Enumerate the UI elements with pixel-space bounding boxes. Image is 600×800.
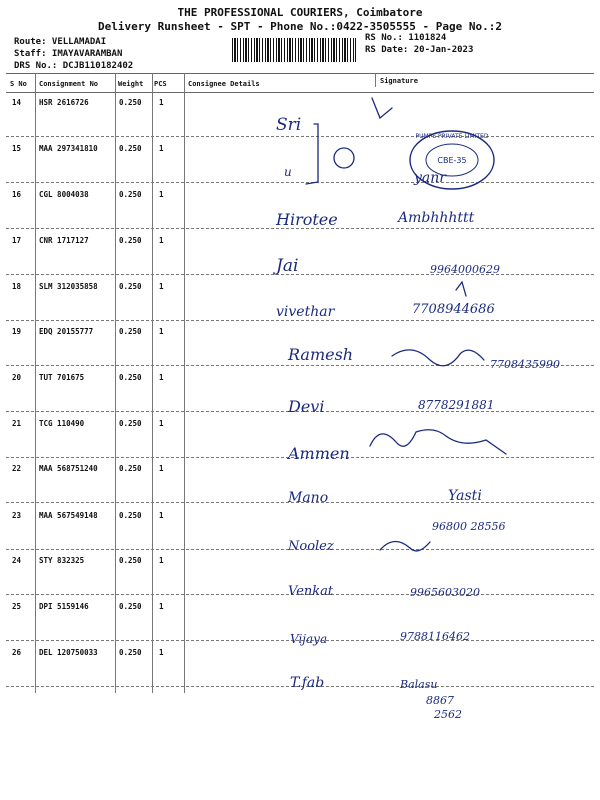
row-weight: 0.250 xyxy=(119,190,142,199)
col-header-consignee: Consignee Details xyxy=(188,80,260,88)
handwritten-name: Mano xyxy=(288,490,329,506)
handwritten-sig: yanr xyxy=(414,170,446,186)
row-consignment-no: MAA 568751240 xyxy=(39,464,98,473)
route-label: Route: VELLAMADAI xyxy=(14,37,107,47)
row-consignment-no: DEL 120750033 xyxy=(39,648,98,657)
row-pcs: 1 xyxy=(159,602,164,611)
row-weight: 0.250 xyxy=(119,464,142,473)
handwritten-name: Jai xyxy=(276,256,299,276)
handwritten-phone: 8778291881 xyxy=(418,398,495,412)
col-header-weight: Weight xyxy=(118,80,144,88)
row-pcs: 1 xyxy=(159,464,164,473)
barcode xyxy=(232,38,356,62)
handwritten-name: Vijaya xyxy=(290,632,328,646)
row-sno: 15 xyxy=(12,144,22,153)
handwritten-phone: 96800 28556 xyxy=(432,520,506,533)
handwritten-phone: 9965603020 xyxy=(410,586,480,599)
row-consignment-no: EDQ 20155777 xyxy=(39,327,94,336)
handwritten-mark: u xyxy=(284,165,292,179)
row-weight: 0.250 xyxy=(119,282,142,291)
company-stamp-icon xyxy=(406,128,498,192)
col-header-sno: S No xyxy=(10,80,27,88)
row-pcs: 1 xyxy=(159,190,164,199)
row-sno: 16 xyxy=(12,190,22,199)
handwritten-name: Noolez xyxy=(288,539,334,554)
col-divider xyxy=(152,73,153,693)
col-divider xyxy=(184,73,185,693)
table-top-rule xyxy=(6,73,594,74)
row-separator xyxy=(6,365,594,366)
drs-label: DRS No.: DCJB110182402 xyxy=(14,61,134,71)
row-pcs: 1 xyxy=(159,98,164,107)
row-consignment-no: SLM 312035858 xyxy=(39,282,98,291)
row-pcs: 1 xyxy=(159,648,164,657)
row-consignment-no: CNR 1717127 xyxy=(39,236,89,245)
row-separator xyxy=(6,411,594,412)
svg-text:CBE-35: CBE-35 xyxy=(437,156,467,165)
row-consignment-no: TUT 701675 xyxy=(39,373,85,382)
handwritten-name: Ramesh xyxy=(288,345,354,364)
row-consignment-no: MAA 567549148 xyxy=(39,511,98,520)
row-separator xyxy=(6,502,594,503)
rs-date: RS Date: 20-Jan-2023 xyxy=(365,45,474,55)
row-consignment-no: TCG 110490 xyxy=(39,419,85,428)
company-title: THE PROFESSIONAL COURIERS, Coimbatore xyxy=(177,6,423,19)
row-weight: 0.250 xyxy=(119,419,142,428)
handwritten-phone: 9788116462 xyxy=(400,630,470,643)
row-separator xyxy=(6,136,594,137)
row-separator xyxy=(6,594,594,595)
row-weight: 0.250 xyxy=(119,648,142,657)
handwritten-number: 8867 xyxy=(426,694,454,707)
handwritten-name: Hirotee xyxy=(276,210,338,229)
col-divider xyxy=(35,73,36,693)
staff-label: Staff: IMAYAVARAMBAN xyxy=(14,49,123,59)
row-separator xyxy=(6,320,594,321)
handwritten-number: 2562 xyxy=(434,708,462,721)
handwritten-name: T.fab xyxy=(290,675,325,691)
row-sno: 24 xyxy=(12,556,22,565)
row-consignment-no: DPI 5159146 xyxy=(39,602,89,611)
row-sno: 23 xyxy=(12,511,22,520)
row-weight: 0.250 xyxy=(119,98,142,107)
row-separator xyxy=(6,640,594,641)
row-pcs: 1 xyxy=(159,282,164,291)
row-pcs: 1 xyxy=(159,511,164,520)
col-header-pcs: PCS xyxy=(154,80,167,88)
row-weight: 0.250 xyxy=(119,144,142,153)
row-sno: 17 xyxy=(12,236,22,245)
row-sno: 21 xyxy=(12,419,22,428)
svg-text:PUMPS PRIVATE LIMITED: PUMPS PRIVATE LIMITED xyxy=(415,133,489,140)
row-sno: 18 xyxy=(12,282,22,291)
handwritten-name: Venkat xyxy=(288,584,334,599)
col-header-signature: Signature xyxy=(380,77,418,85)
row-pcs: 1 xyxy=(159,556,164,565)
row-consignment-no: CGL 8004038 xyxy=(39,190,89,199)
handwritten-phone: 9964000629 xyxy=(430,263,500,276)
row-sno: 20 xyxy=(12,373,22,382)
row-separator xyxy=(6,228,594,229)
handwritten-name: Balasu xyxy=(400,678,438,691)
row-pcs: 1 xyxy=(159,236,164,245)
handwritten-sig: Ambhhhttt xyxy=(398,210,475,226)
rs-number: RS No.: 1101824 xyxy=(365,33,447,43)
row-consignment-no: HSR 2616726 xyxy=(39,98,89,107)
row-separator xyxy=(6,274,594,275)
handwritten-name: Sri xyxy=(276,115,302,135)
row-consignment-no: STY 832325 xyxy=(39,556,85,565)
col-header-consignment: Consignment No xyxy=(39,80,99,88)
handwritten-phone: 7708944686 xyxy=(412,302,495,317)
row-sno: 22 xyxy=(12,464,22,473)
col-divider xyxy=(375,73,376,87)
row-separator xyxy=(6,686,594,687)
row-pcs: 1 xyxy=(159,419,164,428)
row-sno: 26 xyxy=(12,648,22,657)
row-weight: 0.250 xyxy=(119,602,142,611)
row-weight: 0.250 xyxy=(119,327,142,336)
row-sno: 19 xyxy=(12,327,22,336)
handwritten-name: Ammen xyxy=(288,444,350,463)
row-pcs: 1 xyxy=(159,144,164,153)
row-weight: 0.250 xyxy=(119,373,142,382)
row-weight: 0.250 xyxy=(119,511,142,520)
row-pcs: 1 xyxy=(159,327,164,336)
handwritten-phone: 7708435990 xyxy=(490,358,560,371)
row-consignment-no: MAA 297341810 xyxy=(39,144,98,153)
row-sno: 14 xyxy=(12,98,22,107)
col-divider xyxy=(115,73,116,693)
row-separator xyxy=(6,549,594,550)
row-separator xyxy=(6,182,594,183)
row-sno: 25 xyxy=(12,602,22,611)
row-pcs: 1 xyxy=(159,373,164,382)
row-weight: 0.250 xyxy=(119,556,142,565)
handwritten-sig: Yasti xyxy=(448,488,482,504)
row-separator xyxy=(6,457,594,458)
handwritten-name: vivethar xyxy=(276,304,335,320)
row-weight: 0.250 xyxy=(119,236,142,245)
table-header-rule xyxy=(6,92,594,93)
handwritten-name: Devi xyxy=(288,397,325,416)
runsheet-subtitle: Delivery Runsheet - SPT - Phone No.:0422-3505555 - Page No.:2 xyxy=(98,20,502,33)
